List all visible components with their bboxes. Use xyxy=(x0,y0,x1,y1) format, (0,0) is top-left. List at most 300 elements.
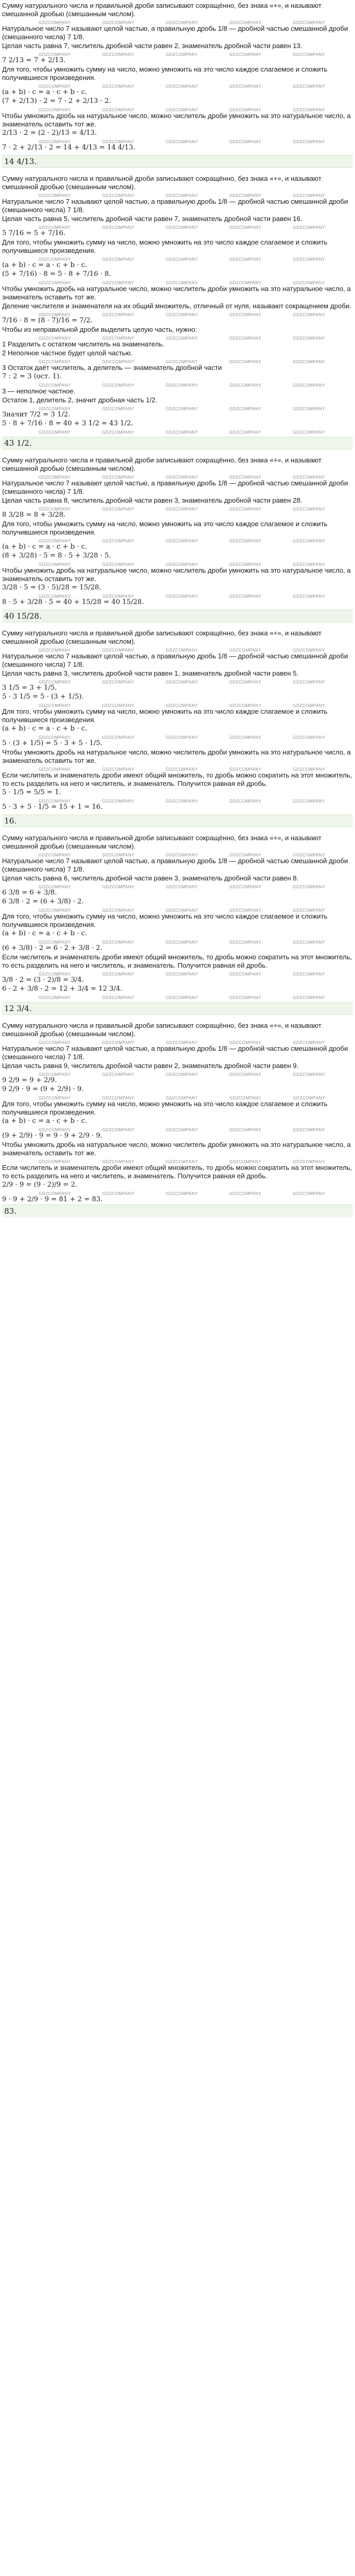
math-line: 3/28 · 5 = (3 · 5)/28 = 15/28. xyxy=(2,584,101,591)
watermark: GDZCOMPANY xyxy=(293,507,325,510)
watermark: GDZCOMPANY xyxy=(229,995,262,999)
watermark: GDZCOMPANY xyxy=(293,648,325,652)
watermark: GDZCOMPANY xyxy=(39,225,71,229)
answer-line: 14 4/13. xyxy=(2,155,353,168)
watermark: GDZCOMPANY xyxy=(165,594,198,598)
text-line: Сумму натурального числа и правильной дроби записывают сокращённо, без знака «+», и называют смешанной дробью (смешанным числом). xyxy=(2,456,322,472)
text-line: Натуральное число 7 называют целой частью, а правильную дробь 1/8 — дробной частью смешанной дроби (смешанного числа) 7 1/8. xyxy=(2,1045,348,1061)
watermark: GDZCOMPANY xyxy=(165,1096,198,1099)
text-line: Целая часть равна 9, числитель дробной части равен 2, знаменатель дробной части равен 9. xyxy=(2,1062,299,1070)
watermark-row xyxy=(2,1158,353,1163)
watermark: GDZCOMPANY xyxy=(165,359,198,363)
text-line: Сумму натурального числа и правильной дроби записывают сокращённо, без знака «+», и называют смешанной дробью (смешанным числом). xyxy=(2,834,322,850)
watermark: GDZCOMPANY xyxy=(165,193,198,197)
watermark: GDZCOMPANY xyxy=(165,648,198,652)
text-line: 3 — неполное частное. xyxy=(2,387,76,395)
math-line: 2/9 · 9 = (9 · 2)/9 = 2. xyxy=(2,1181,78,1189)
watermark: GDZCOMPANY xyxy=(102,1096,135,1099)
math-line: 5 · 8 + 7/16 · 8 = 40 + 3 1/2 = 43 1/2. xyxy=(2,420,134,427)
watermark-row xyxy=(2,702,353,707)
watermark: GDZCOMPANY xyxy=(102,193,135,197)
watermark: GDZCOMPANY xyxy=(293,539,325,542)
text-line: Сумму натурального числа и правильной дроби записывают сокращённо, без знака «+», и называют смешанной дробью (смешанным числом). xyxy=(2,175,322,191)
math-line: (6 + 3/8) · 2 = 6 · 2 + 3/8 · 2. xyxy=(2,944,103,952)
watermark: GDZCOMPANY xyxy=(39,940,71,944)
watermark-row xyxy=(2,505,353,510)
watermark: GDZCOMPANY xyxy=(229,539,262,542)
watermark: GDZCOMPANY xyxy=(39,140,71,143)
math-line: (9 + 2/9) · 9 = 9 · 9 + 2/9 · 9. xyxy=(2,1132,103,1140)
watermark: GDZCOMPANY xyxy=(102,430,135,434)
watermark: GDZCOMPANY xyxy=(229,1072,262,1076)
watermark: GDZCOMPANY xyxy=(229,680,262,683)
watermark: GDZCOMPANY xyxy=(102,1159,135,1163)
watermark-row xyxy=(2,765,353,771)
math-line: 7 : 2 = 3 (ост. 1). xyxy=(2,373,62,380)
watermark-row xyxy=(2,851,353,856)
watermark: GDZCOMPANY xyxy=(102,885,135,888)
watermark: GDZCOMPANY xyxy=(102,1128,135,1131)
watermark: GDZCOMPANY xyxy=(229,735,262,739)
watermark: GDZCOMPANY xyxy=(39,648,71,652)
watermark-row xyxy=(2,224,353,229)
watermark: GDZCOMPANY xyxy=(293,680,325,683)
watermark-row xyxy=(2,106,353,111)
watermark: GDZCOMPANY xyxy=(102,995,135,999)
watermark: GDZCOMPANY xyxy=(39,84,71,88)
watermark: GDZCOMPANY xyxy=(102,84,135,88)
watermark: GDZCOMPANY xyxy=(293,703,325,707)
watermark-row xyxy=(2,256,353,261)
math-line: (a + b) · c = a · c + b · c. xyxy=(2,930,87,937)
watermark: GDZCOMPANY xyxy=(165,680,198,683)
watermark: GDZCOMPANY xyxy=(39,1159,71,1163)
text-line: Если числитель и знаменатель дроби имеют общий множитель, то дробь можно сократить на этот множитель, то есть разделить на него и числитель, и знаменатель. Получится равная ей дробь. xyxy=(2,771,352,787)
watermark: GDZCOMPANY xyxy=(293,1096,325,1099)
watermark: GDZCOMPANY xyxy=(293,52,325,56)
watermark: GDZCOMPANY xyxy=(229,312,262,316)
text-line: Натуральное число 7 называют целой частью, а правильную дробь 1/8 — дробной частью смешанной дроби (смешанного числа) 7 1/8. xyxy=(2,857,348,873)
text-line: Целая часть равна 7, числитель дробной части равен 2, знаменатель дробной части равен 13. xyxy=(2,42,302,50)
watermark: GDZCOMPANY xyxy=(293,594,325,598)
math-line: 7 · 2 + 2/13 · 2 = 14 + 4/13 = 14 4/13. xyxy=(2,144,136,152)
watermark: GDZCOMPANY xyxy=(293,312,325,316)
math-line: 3 1/5 = 3 + 1/5. xyxy=(2,684,57,692)
answer-line: 12 3/4. xyxy=(2,1002,353,1015)
watermark: GDZCOMPANY xyxy=(165,336,198,340)
math-line: 9 2/9 · 9 = (9 + 2/9) · 9. xyxy=(2,1085,84,1093)
watermark: GDZCOMPANY xyxy=(293,336,325,340)
watermark: GDZCOMPANY xyxy=(293,225,325,229)
math-line: (a + b) · c = a · c + b · c. xyxy=(2,88,87,96)
watermark: GDZCOMPANY xyxy=(102,336,135,340)
watermark: GDZCOMPANY xyxy=(102,853,135,856)
text-line: Сумму натурального числа и правильной дроби записывают сокращённо, без знака «+», и называют смешанной дробью (смешанным числом). xyxy=(2,629,322,645)
text-line: Целая часть равна 5, числитель дробной части равен 7, знаменатель дробной части равен 16. xyxy=(2,215,302,223)
watermark-row xyxy=(2,561,353,566)
watermark: GDZCOMPANY xyxy=(39,359,71,363)
watermark: GDZCOMPANY xyxy=(229,1159,262,1163)
watermark: GDZCOMPANY xyxy=(102,475,135,479)
watermark-row xyxy=(2,19,353,24)
text-line: Для того, чтобы умножить сумму на число, можно умножить на это число каждое слагаемое и сложить получившиеся произведения. xyxy=(2,707,328,724)
watermark: GDZCOMPANY xyxy=(293,140,325,143)
math-line: (a + b) · c = a · c + b · c. xyxy=(2,725,87,733)
watermark: GDZCOMPANY xyxy=(102,1191,135,1195)
text-line: Остаток 1, делитель 2, значит дробная часть 1/2. xyxy=(2,396,158,404)
watermark: GDZCOMPANY xyxy=(293,383,325,387)
watermark: GDZCOMPANY xyxy=(102,140,135,143)
watermark: GDZCOMPANY xyxy=(229,767,262,771)
watermark: GDZCOMPANY xyxy=(39,885,71,888)
watermark: GDZCOMPANY xyxy=(102,767,135,771)
watermark: GDZCOMPANY xyxy=(229,336,262,340)
watermark: GDZCOMPANY xyxy=(229,475,262,479)
math-line: 9 · 9 + 2/9 · 9 = 81 + 2 = 83. xyxy=(2,1196,103,1203)
watermark: GDZCOMPANY xyxy=(39,108,71,111)
watermark: GDZCOMPANY xyxy=(293,885,325,888)
watermark: GDZCOMPANY xyxy=(165,885,198,888)
watermark: GDZCOMPANY xyxy=(293,767,325,771)
math-line: (a + b) · c = a · c + b · c. xyxy=(2,261,87,269)
math-line: 7/16 · 8 = (8 · 7)/16 = 7/2. xyxy=(2,317,93,324)
watermark: GDZCOMPANY xyxy=(229,359,262,363)
watermark: GDZCOMPANY xyxy=(102,940,135,944)
watermark-row xyxy=(2,138,353,143)
watermark: GDZCOMPANY xyxy=(39,1096,71,1099)
watermark: GDZCOMPANY xyxy=(39,475,71,479)
watermark: GDZCOMPANY xyxy=(39,594,71,598)
text-line: Целая часть равна 8, числитель дробной части равен 3, знаменатель дробной части равен 28. xyxy=(2,496,302,504)
watermark: GDZCOMPANY xyxy=(165,257,198,261)
watermark: GDZCOMPANY xyxy=(39,1191,71,1195)
solution-step xyxy=(0,0,355,173)
watermark-row xyxy=(2,405,353,410)
watermark: GDZCOMPANY xyxy=(229,430,262,434)
math-line: 6 · 2 + 3/8 · 2 = 12 + 3/4 = 12 3/4. xyxy=(2,985,123,993)
watermark: GDZCOMPANY xyxy=(165,225,198,229)
watermark: GDZCOMPANY xyxy=(102,20,135,24)
watermark: GDZCOMPANY xyxy=(102,1072,135,1076)
watermark: GDZCOMPANY xyxy=(39,281,71,284)
watermark: GDZCOMPANY xyxy=(293,1191,325,1195)
watermark-row xyxy=(2,994,353,999)
answer-line: 43 1/2. xyxy=(2,437,353,449)
watermark: GDZCOMPANY xyxy=(229,562,262,566)
watermark: GDZCOMPANY xyxy=(229,257,262,261)
watermark: GDZCOMPANY xyxy=(102,972,135,976)
watermark: GDZCOMPANY xyxy=(39,539,71,542)
solution-step xyxy=(0,455,355,628)
watermark-row xyxy=(2,734,353,739)
watermark: GDZCOMPANY xyxy=(102,735,135,739)
watermark: GDZCOMPANY xyxy=(165,52,198,56)
watermark-row xyxy=(2,537,353,542)
watermark: GDZCOMPANY xyxy=(229,108,262,111)
watermark: GDZCOMPANY xyxy=(102,648,135,652)
watermark: GDZCOMPANY xyxy=(39,680,71,683)
watermark: GDZCOMPANY xyxy=(229,972,262,976)
watermark: GDZCOMPANY xyxy=(229,225,262,229)
watermark-row xyxy=(2,907,353,912)
text-line: Для того, чтобы умножить сумму на число, можно умножить на это число каждое слагаемое и сложить получившиеся произведения. xyxy=(2,238,328,254)
watermark: GDZCOMPANY xyxy=(102,703,135,707)
watermark: GDZCOMPANY xyxy=(102,225,135,229)
text-line: Чтобы умножить дробь на натуральное число, можно числитель дроби умножить на это натуральное число, а знаменатель оставить тот же. xyxy=(2,1141,351,1157)
watermark: GDZCOMPANY xyxy=(39,407,71,410)
watermark-row xyxy=(2,797,353,803)
math-line: (a + b) · c = a · c + b · c. xyxy=(2,1117,87,1125)
text-line: Сумму натурального числа и правильной дроби записывают сокращённо, без знака «+», и называют смешанной дробью (смешанным числом). xyxy=(2,1022,322,1038)
text-line: Чтобы умножить дробь на натуральное число, можно числитель дроби умножить на это натуральное число, а знаменатель оставить тот же. xyxy=(2,748,351,764)
watermark: GDZCOMPANY xyxy=(229,648,262,652)
watermark: GDZCOMPANY xyxy=(165,908,198,912)
watermark: GDZCOMPANY xyxy=(102,407,135,410)
watermark: GDZCOMPANY xyxy=(102,594,135,598)
watermark-row xyxy=(2,1126,353,1131)
text-line: Чтобы умножить дробь на натуральное число, можно числитель дроби умножить на это натуральное число, а знаменатель оставить тот же. xyxy=(2,285,351,301)
watermark: GDZCOMPANY xyxy=(293,735,325,739)
text-line: Чтобы умножить дробь на натуральное число, можно числитель дроби умножить на это натуральное число, а знаменатель оставить тот же. xyxy=(2,112,351,128)
watermark: GDZCOMPANY xyxy=(229,940,262,944)
watermark: GDZCOMPANY xyxy=(293,430,325,434)
watermark: GDZCOMPANY xyxy=(293,20,325,24)
watermark: GDZCOMPANY xyxy=(229,507,262,510)
watermark: GDZCOMPANY xyxy=(293,799,325,803)
watermark: GDZCOMPANY xyxy=(293,281,325,284)
math-line: 5 · (3 + 1/5) = 5 · 3 + 5 · 1/5. xyxy=(2,739,103,747)
watermark: GDZCOMPANY xyxy=(229,52,262,56)
watermark: GDZCOMPANY xyxy=(293,853,325,856)
watermark: GDZCOMPANY xyxy=(102,383,135,387)
text-line: Чтобы умножить дробь на натуральное число, можно числитель дроби умножить на это натуральное число, а знаменатель оставить тот же. xyxy=(2,566,351,583)
text-line: Деление числителя и знаменателя на их общий множитель, отличный от нуля, называют сокращением дроби. xyxy=(2,302,351,310)
watermark-row xyxy=(2,1039,353,1044)
watermark: GDZCOMPANY xyxy=(165,507,198,510)
solution-document xyxy=(0,0,355,1222)
watermark: GDZCOMPANY xyxy=(293,995,325,999)
watermark: GDZCOMPANY xyxy=(229,799,262,803)
watermark: GDZCOMPANY xyxy=(165,108,198,111)
watermark: GDZCOMPANY xyxy=(293,1072,325,1076)
watermark-row xyxy=(2,334,353,340)
watermark: GDZCOMPANY xyxy=(39,193,71,197)
watermark: GDZCOMPANY xyxy=(165,799,198,803)
text-line: 1 Разделить с остатком числитель на знаменатель. xyxy=(2,340,164,348)
watermark: GDZCOMPANY xyxy=(229,1191,262,1195)
math-line: (5 + 7/16) · 8 = 5 · 8 + 7/16 · 8. xyxy=(2,270,111,278)
watermark: GDZCOMPANY xyxy=(165,1191,198,1195)
watermark: GDZCOMPANY xyxy=(165,475,198,479)
math-line: (8 + 3/28) · 5 = 8 · 5 + 3/28 · 5. xyxy=(2,552,111,560)
watermark: GDZCOMPANY xyxy=(293,475,325,479)
watermark: GDZCOMPANY xyxy=(39,799,71,803)
answer-line: 16. xyxy=(2,815,353,827)
watermark: GDZCOMPANY xyxy=(102,507,135,510)
text-line: Если числитель и знаменатель дроби имеют общий множитель, то дробь можно сократить на этот множитель, то есть разделить на него и числитель, и знаменатель. Получится равная ей дробь. xyxy=(2,1164,352,1180)
text-line: Натуральное число 7 называют целой частью, а правильную дробь 1/8 — дробной частью смешанной дроби (смешанного числа) 7 1/8. xyxy=(2,479,348,495)
watermark: GDZCOMPANY xyxy=(39,257,71,261)
watermark-row xyxy=(2,1094,353,1099)
watermark-row xyxy=(2,311,353,316)
watermark: GDZCOMPANY xyxy=(102,281,135,284)
watermark: GDZCOMPANY xyxy=(293,908,325,912)
text-line: Целая часть равна 3, числитель дробной части равен 1, знаменатель дробной части равен 5. xyxy=(2,669,299,677)
solution-step xyxy=(0,628,355,832)
math-line: (a + b) · c = a · c + b · c. xyxy=(2,543,87,551)
math-line: 6 3/8 = 6 + 3/8. xyxy=(2,889,57,897)
text-line: Для того, чтобы умножить сумму на число, можно умножить на это число каждое слагаемое и сложить получившиеся произведения. xyxy=(2,520,328,536)
watermark: GDZCOMPANY xyxy=(39,908,71,912)
answer-line: 83. xyxy=(2,1204,353,1217)
watermark: GDZCOMPANY xyxy=(293,257,325,261)
watermark-row xyxy=(2,192,353,197)
watermark-row xyxy=(2,473,353,479)
watermark-row xyxy=(2,428,353,434)
watermark: GDZCOMPANY xyxy=(165,140,198,143)
watermark-row xyxy=(2,51,353,56)
watermark: GDZCOMPANY xyxy=(165,430,198,434)
math-line: 6 3/8 · 2 = (6 + 3/8) · 2. xyxy=(2,898,84,906)
math-line: 7 2/13 = 7 + 2/13. xyxy=(2,56,66,64)
watermark-row xyxy=(2,646,353,652)
watermark: GDZCOMPANY xyxy=(165,1072,198,1076)
watermark: GDZCOMPANY xyxy=(39,336,71,340)
watermark: GDZCOMPANY xyxy=(39,735,71,739)
text-line: Для того, чтобы умножить сумму на число, можно умножить на это число каждое слагаемое и сложить получившиеся произведения. xyxy=(2,912,328,929)
watermark: GDZCOMPANY xyxy=(165,539,198,542)
text-line: 3 Остаток даёт числитель, а делитель — знаменатель дробной части xyxy=(2,364,222,372)
watermark: GDZCOMPANY xyxy=(229,853,262,856)
watermark-row xyxy=(2,938,353,944)
watermark: GDZCOMPANY xyxy=(165,703,198,707)
watermark: GDZCOMPANY xyxy=(229,1040,262,1044)
watermark: GDZCOMPANY xyxy=(165,84,198,88)
watermark: GDZCOMPANY xyxy=(39,1128,71,1131)
math-line: 9 2/9 = 9 + 2/9. xyxy=(2,1076,57,1084)
watermark: GDZCOMPANY xyxy=(293,1040,325,1044)
watermark: GDZCOMPANY xyxy=(165,407,198,410)
watermark: GDZCOMPANY xyxy=(293,84,325,88)
watermark: GDZCOMPANY xyxy=(293,193,325,197)
solution-step xyxy=(0,832,355,1020)
text-line: Сумму натурального числа и правильной дроби записывают сокращённо, без знака «+», и называют смешанной дробью (смешанным числом). xyxy=(2,2,322,18)
watermark-row xyxy=(2,381,353,387)
watermark: GDZCOMPANY xyxy=(39,1072,71,1076)
watermark-row xyxy=(2,970,353,976)
watermark: GDZCOMPANY xyxy=(165,20,198,24)
watermark: GDZCOMPANY xyxy=(39,312,71,316)
watermark: GDZCOMPANY xyxy=(39,20,71,24)
watermark: GDZCOMPANY xyxy=(229,885,262,888)
watermark: GDZCOMPANY xyxy=(229,140,262,143)
watermark: GDZCOMPANY xyxy=(102,908,135,912)
text-line: 2 Неполное частное будет целой частью. xyxy=(2,349,133,357)
watermark: GDZCOMPANY xyxy=(39,853,71,856)
watermark: GDZCOMPANY xyxy=(165,1159,198,1163)
watermark: GDZCOMPANY xyxy=(293,359,325,363)
watermark: GDZCOMPANY xyxy=(102,1040,135,1044)
math-line: 5 7/16 = 5 + 7/16. xyxy=(2,229,66,237)
watermark: GDZCOMPANY xyxy=(229,908,262,912)
watermark: GDZCOMPANY xyxy=(102,108,135,111)
watermark: GDZCOMPANY xyxy=(39,430,71,434)
watermark-row xyxy=(2,1071,353,1076)
text-line: Натуральное число 7 называют целой частью, а правильную дробь 1/8 — дробной частью смешанной дроби (смешанного числа) 7 1/8. xyxy=(2,25,348,41)
math-line: 8 3/28 = 8 + 3/28. xyxy=(2,511,66,519)
watermark: GDZCOMPANY xyxy=(229,1096,262,1099)
watermark: GDZCOMPANY xyxy=(102,799,135,803)
watermark: GDZCOMPANY xyxy=(102,52,135,56)
watermark: GDZCOMPANY xyxy=(39,562,71,566)
watermark: GDZCOMPANY xyxy=(229,84,262,88)
watermark: GDZCOMPANY xyxy=(102,680,135,683)
watermark: GDZCOMPANY xyxy=(165,853,198,856)
watermark: GDZCOMPANY xyxy=(229,1128,262,1131)
watermark-row xyxy=(2,593,353,598)
math-line: 5 · 1/5 = 5/5 = 1. xyxy=(2,788,62,796)
watermark: GDZCOMPANY xyxy=(165,1040,198,1044)
watermark: GDZCOMPANY xyxy=(39,972,71,976)
watermark: GDZCOMPANY xyxy=(229,594,262,598)
answer-line: 40 15/28. xyxy=(2,610,353,622)
math-line: 2/13 · 2 = (2 · 2)/13 = 4/13. xyxy=(2,129,97,137)
watermark: GDZCOMPANY xyxy=(39,1040,71,1044)
watermark: GDZCOMPANY xyxy=(229,383,262,387)
watermark-row xyxy=(2,678,353,683)
watermark: GDZCOMPANY xyxy=(39,52,71,56)
text-line: Чтобы из неправильной дроби выделить целую часть, нужно: xyxy=(2,326,197,333)
text-line: Натуральное число 7 называют целой частью, а правильную дробь 1/8 — дробной частью смешанной дроби (смешанного числа) 7 1/8. xyxy=(2,652,348,668)
text-line: Для того, чтобы умножить сумму на число, можно умножить на это число каждое слагаемое и сложить получившиеся произведения. xyxy=(2,65,328,82)
text-line: Натуральное число 7 называют целой частью, а правильную дробь 1/8 — дробной частью смешанной дроби (смешанного числа) 7 1/8. xyxy=(2,198,348,214)
watermark: GDZCOMPANY xyxy=(229,20,262,24)
watermark: GDZCOMPANY xyxy=(293,407,325,410)
watermark: GDZCOMPANY xyxy=(165,281,198,284)
watermark: GDZCOMPANY xyxy=(293,108,325,111)
watermark: GDZCOMPANY xyxy=(293,1128,325,1131)
watermark: GDZCOMPANY xyxy=(229,703,262,707)
watermark: GDZCOMPANY xyxy=(165,735,198,739)
watermark: GDZCOMPANY xyxy=(39,767,71,771)
watermark-row xyxy=(2,883,353,888)
watermark: GDZCOMPANY xyxy=(229,407,262,410)
watermark: GDZCOMPANY xyxy=(102,562,135,566)
watermark: GDZCOMPANY xyxy=(102,539,135,542)
math-line: 3/8 · 2 = (3 · 2)/8 = 3/4. xyxy=(2,976,84,984)
watermark: GDZCOMPANY xyxy=(102,312,135,316)
watermark: GDZCOMPANY xyxy=(165,972,198,976)
watermark-row xyxy=(2,358,353,363)
math-line: 8 · 5 + 3/28 · 5 = 40 + 15/28 = 40 15/28. xyxy=(2,598,144,606)
text-line: Если числитель и знаменатель дроби имеют общий множитель, то дробь можно сократить на этот множитель, то есть разделить на него и числитель, и знаменатель. Получится равная ей дробь. xyxy=(2,953,352,969)
watermark-row xyxy=(2,1190,353,1195)
watermark: GDZCOMPANY xyxy=(165,383,198,387)
math-line: 5 · 3 1/5 = 5 · (3 + 1/5). xyxy=(2,693,84,701)
watermark: GDZCOMPANY xyxy=(165,767,198,771)
watermark: GDZCOMPANY xyxy=(293,940,325,944)
watermark: GDZCOMPANY xyxy=(165,312,198,316)
watermark: GDZCOMPANY xyxy=(39,383,71,387)
watermark: GDZCOMPANY xyxy=(102,359,135,363)
watermark: GDZCOMPANY xyxy=(39,703,71,707)
math-line: (7 + 2/13) · 2 = 7 · 2 + 2/13 · 2. xyxy=(2,97,111,105)
solution-step xyxy=(0,1020,355,1222)
watermark: GDZCOMPANY xyxy=(293,1159,325,1163)
text-line: Для того, чтобы умножить сумму на число, можно умножить на это число каждое слагаемое и сложить получившиеся произведения. xyxy=(2,1100,328,1116)
watermark: GDZCOMPANY xyxy=(165,562,198,566)
watermark: GDZCOMPANY xyxy=(229,281,262,284)
